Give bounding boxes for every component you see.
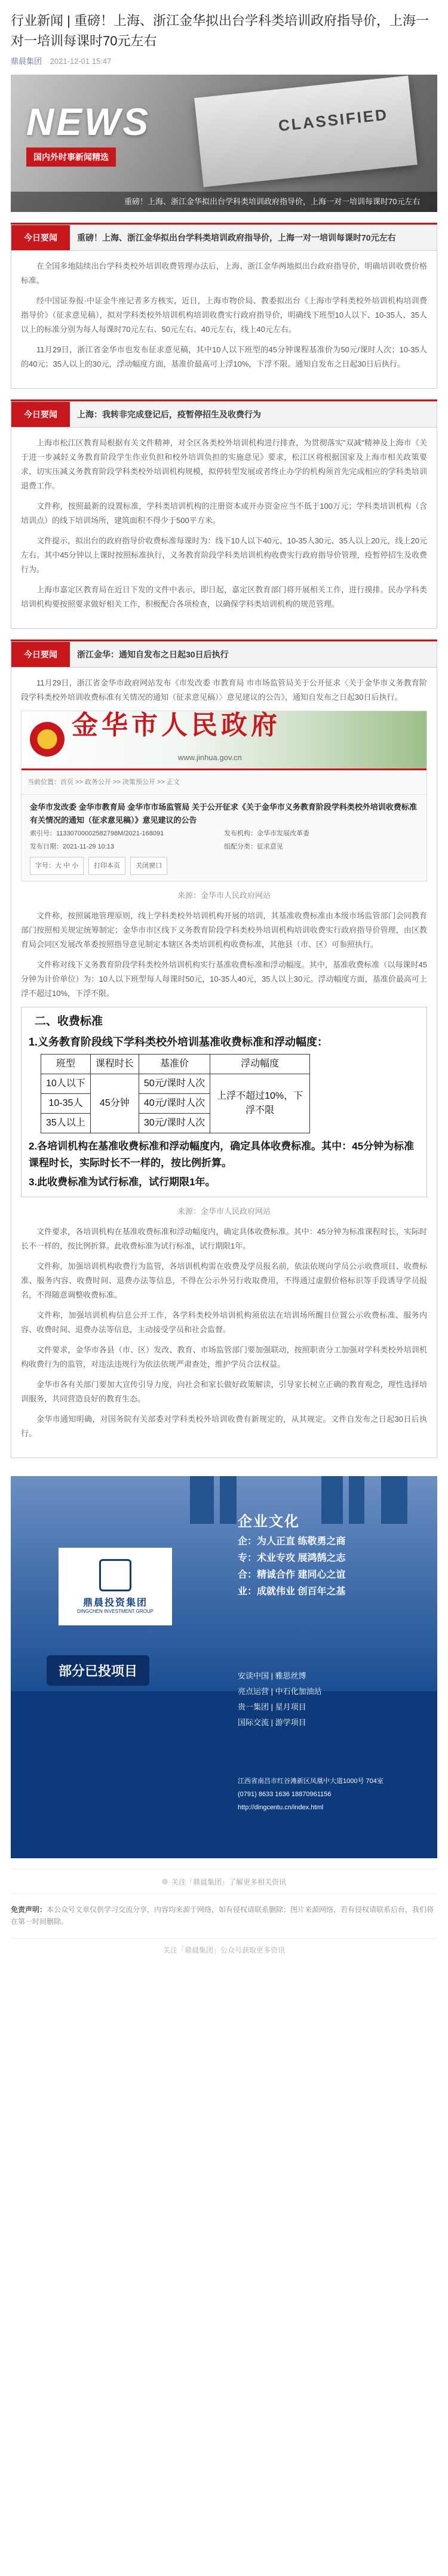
paragraph: 金华市各有关部门要加大宣传引导力度，向社会和家长做好政策解读，引导家长树立正确的教育观念，理性选择培训服务，共同营造良好的教育生态。 bbox=[21, 1380, 427, 1403]
fee-table bbox=[41, 1054, 310, 1133]
fee-note: 2.各培训机构在基准收费标准和浮动幅度内，确定具体收费标准。其中：45分钟为标准课程时长，实际时长不一样的，按比例折算。 bbox=[29, 1141, 415, 1169]
doc-index: 11330700002582798M/2021-168091 bbox=[56, 830, 164, 837]
section-body bbox=[11, 668, 437, 1458]
gov-doc-meta-row: 发布日期：2021-11-29 10:13 组配分类：征求意见 bbox=[30, 843, 283, 850]
paragraph: 文件称，按照最新的设置标准，学科类培训机构的注册资本或开办资金应当不低于100万元；学科类培训机构（含培训点）的线下培训场所，建筑面积不得少于500平方米。 bbox=[21, 502, 427, 525]
news-banner-image bbox=[11, 75, 437, 212]
follow-icon bbox=[162, 1879, 168, 1885]
section-header bbox=[11, 225, 437, 251]
news-section-1 bbox=[0, 223, 448, 389]
breadcrumb: 当前位置：首页 >> 政务公开 >> 决策预公开 >> 正文 bbox=[22, 770, 426, 795]
disclaimer-label: 免责声明： bbox=[11, 1905, 47, 1914]
contact-info bbox=[238, 1775, 383, 1814]
article-title: 行业新闻 | 重磅！上海、浙江金华拟出台学科类培训政府指导价，上海一对一培训每课时70元左右 bbox=[11, 13, 429, 48]
article-header bbox=[0, 0, 448, 66]
section-title: 浙江金华：通知自发布之日起30日后执行 bbox=[77, 650, 229, 659]
doc-org: 金华市发展改革委 bbox=[257, 830, 309, 837]
paragraph: 上海市松江区教育局根据有关文件精神，对全区各类校外培训机构进行排查，为贯彻落实"双减"精神及上海市《关于进一步减轻义务教育阶段学生作业负担和校外培训负担的实施意见》要求，松江区将根据国家及上海市相关政策要求，切实压减义务教育阶段学科类校外培训机构规模，拟停转型发展或者终止办学的机构须首先完成相应的学科类培训退费工作。 bbox=[21, 438, 427, 490]
section-header bbox=[11, 401, 437, 428]
article-meta bbox=[11, 55, 437, 66]
logo-mark-icon bbox=[99, 1559, 131, 1591]
banner-badge: 国内外时事新闻精选 bbox=[26, 147, 116, 167]
table-row: 10-35人 40元/课时人次 bbox=[41, 1094, 310, 1114]
gov-site-title: 金华市人民政府 bbox=[72, 711, 281, 740]
course-duration-cell: 45分钟 bbox=[90, 1074, 139, 1133]
table-header-row: 班型 课程时长 基准价 浮动幅度 bbox=[41, 1055, 310, 1074]
paragraph: 上海市嘉定区教育局在近日下发的文件中表示，即日起，嘉定区教育部门将开展相关工作，进行摸排。民办学科类培训机构要按照要求做好相关工作，积极配合各项检查，以确保学科类培训机构的规范管理。 bbox=[21, 585, 427, 608]
company-logo bbox=[59, 1548, 172, 1625]
gov-site-url: www.jinhua.gov.cn bbox=[178, 753, 242, 762]
paragraph: 11月29日，浙江省金华市也发布征求意见稿，其中10人以下班型的45分钟课程基准价为50元/课时人次；10-35人的40元；35人以上的30元，浮动幅度方面，基准价最高可上浮10%，下浮不限。通知自发布之日起30日后执行。 bbox=[21, 345, 427, 368]
fee-subheading: 1.义务教育阶段线下学科类校外培训基准收费标准和浮动幅度： bbox=[29, 1036, 329, 1048]
fee-heading: 二、收费标准 bbox=[35, 1015, 103, 1028]
doc-date: 2021-11-29 10:13 bbox=[63, 843, 115, 850]
disclaimer-text: 本公众号文章仅供学习交流分享，内容均来源于网络，如有侵权请联系删除；图片来源网络，若有侵权请联系后台，我们将在第一时间删除。 bbox=[11, 1905, 434, 1926]
float-range-cell: 上浮不超过10%，下浮不限 bbox=[210, 1074, 310, 1133]
footer-note: 关注「鼎晨集团」公众号获取更多资讯 bbox=[11, 1938, 437, 1955]
culture-title: 企业文化 bbox=[238, 1514, 300, 1530]
national-emblem-icon bbox=[30, 722, 65, 757]
paragraph: 文件称，加强培训机构收费行为监管，各培训机构需在收费及学员报名前，依法依规向学员公示收费项目、收费标准、服务内容、收费时间、退费办法等信息，不得在公示外另行收取费用，不得通过虚假价格标识等手段诱导学员报名，不得随意调整收费标准。 bbox=[21, 1262, 427, 1299]
paragraph: 文件提示，拟出台的政府指导价收费标准每课时为：线下10人以下40元、10-35人30元、35人以上20元，线上20元左右。其中45分钟以上课时按照标准执行，义务教育阶段学科类培训机构收费实行政府指导价管理，疫暂停招生及收费行为。 bbox=[21, 536, 427, 574]
table-row: 10人以下 45分钟 50元/课时人次 上浮不超过10%，下浮不限 bbox=[41, 1074, 310, 1094]
address: 江西省南昌市红谷滩新区凤凰中大道1000号 704室 bbox=[238, 1778, 383, 1785]
doc-category: 征求意见 bbox=[257, 843, 283, 850]
gov-website-screenshot bbox=[21, 711, 427, 881]
section-body bbox=[11, 428, 437, 629]
gov-doc-title: 金华市发改委 金华市教育局 金华市市场监管局 关于公开征求《关于金华市义务教育阶段学科类校外培训收费标准有关情况的通知（征求意见稿）》意见建议的公告 bbox=[30, 803, 417, 825]
list-item: 贵一集团 | 星月项目 bbox=[238, 1702, 306, 1711]
gov-site-header bbox=[22, 711, 426, 770]
gov-doc-tools bbox=[30, 857, 418, 875]
banner-caption: 重磅！上海、浙江金华拟出台学科类培训政府指导价，上海一对一培训每课时70元左右 bbox=[11, 192, 437, 212]
culture-slogans: 企：为人正直 练敬勇之商 专：术业专攻 展鸿鹄之志 合：精诚合作 建同心之谊 业：成就伟业 创百年之基 bbox=[238, 1536, 346, 1597]
paragraph: 11月29日，浙江省金华市政府网站发布《市发改委 市教育局 市市场监管局关于公开征求〈关于金华市义务教育阶段学科类校外培训收费标准有关情况的通知（征求意见稿）〉意见建议的公告》，通知自发布之日起30日后执行。 bbox=[21, 678, 427, 702]
invested-projects-label: 部分已投项目 bbox=[47, 1655, 149, 1686]
banner-news-text: NEWS bbox=[26, 100, 151, 143]
newspaper-graphic: CLASSIFIED bbox=[194, 76, 418, 187]
list-item: 国际交流 | 游学项目 bbox=[238, 1718, 306, 1727]
follow-prompt[interactable]: 关注「鼎晨集团」了解更多相关资讯 bbox=[11, 1869, 437, 1894]
fee-note: 3.此收费标准为试行标准，试行期限1年。 bbox=[29, 1176, 216, 1188]
phone: (0791) 8633 1636 18870961156 bbox=[238, 1791, 332, 1798]
source-link[interactable]: 鼎晨集团 bbox=[11, 57, 42, 66]
disclaimer bbox=[11, 1904, 437, 1928]
section-badge: 今日要闻 bbox=[11, 642, 70, 667]
paragraph: 文件要求，金华市各县（市、区）发改、教育、市场监管部门要加强联动，按照职责分工加强对学科类校外培训机构收费行为的监管，对违法违规行为依法依规严肃查处，维护学员合法权益。 bbox=[21, 1345, 427, 1369]
section-title: 重磅！上海、浙江金华拟出台学科类培训政府指导价，上海一对一培训每课时70元左右 bbox=[77, 233, 396, 242]
table-row: 35人以上 30元/课时人次 bbox=[41, 1114, 310, 1133]
project-list bbox=[238, 1668, 322, 1730]
section-header bbox=[11, 641, 437, 668]
company-name-en: DINGCHEN INVESTMENT GROUP bbox=[77, 1609, 154, 1614]
section-body bbox=[11, 251, 437, 389]
print-button[interactable]: 打印本页 bbox=[88, 857, 125, 875]
section-badge: 今日要闻 bbox=[11, 225, 70, 250]
news-section-2 bbox=[0, 399, 448, 629]
image-source: 来源：金华市人民政府网站 bbox=[177, 891, 271, 900]
corporate-culture-banner bbox=[11, 1476, 437, 1858]
paragraph: 文件称，加强培训机构信息公开工作，各学科类校外培训机构须依法在培训场所醒目位置公示收费标准、服务内容、收费时间、退费办法等信息，主动接受学员和社会监督。 bbox=[21, 1311, 427, 1334]
company-name: 鼎晨投资集团 bbox=[82, 1598, 148, 1608]
website-link[interactable]: http://dingcentu.cn/index.html bbox=[238, 1804, 324, 1811]
gov-doc-meta-row: 索引号：11330700002582798M/2021-168091 发布机构：金华市发展改革委 bbox=[30, 830, 309, 837]
paragraph: 经中国证券报·中证金牛座记者多方核实，近日，上海市物价局、教委拟出台《上海市学科类校外培训机构培训费指导价》（征求意见稿），拟对学科类校外培训机构培训收费实行政府指导价，明确线下班型10人以下、10-35人、35人以上的标准分别为每人每课时70元左右、50元左右、40元左右，线上40元左右。 bbox=[21, 296, 427, 334]
font-size-control[interactable]: 字号：大 中 小 bbox=[30, 857, 84, 875]
paragraph: 文件要求，各培训机构在基准收费标准和浮动幅度内，确定具体收费标准。其中：45分钟为标准课程时长，实际时长不一样的，按比例折算。此收费标准为试行标准，试行期限1年。 bbox=[21, 1227, 427, 1250]
list-item: 亮点运营 | 中石化加油站 bbox=[238, 1687, 322, 1696]
news-section-3 bbox=[0, 640, 448, 1458]
paragraph: 文件称对线下义务教育阶段学科类校外培训机构实行基准收费标准和浮动幅度。其中，基准收费标准（以每课时45分钟为计价单位）为：10人以下班型每人每课时50元，10-35人40元，35人以上30元。浮动幅度方面，基准价最高可上浮不超过10%，下浮不限。 bbox=[21, 960, 427, 998]
paragraph: 在全国多地陆续出台学科类校外培训收费管理办法后，上海、浙江金华两地拟出台政府指导价，明确培训收费价格标准。 bbox=[21, 262, 427, 285]
image-source: 来源：金华市人民政府网站 bbox=[177, 1207, 271, 1216]
paragraph: 金华市通知明确，对国务院有关部委对学科类校外培训收费有新规定的，从其规定。文件自发布之日起30日后执行。 bbox=[21, 1415, 427, 1438]
publish-date: 2021-12-01 15:47 bbox=[50, 57, 112, 66]
fee-standard-image bbox=[21, 1007, 427, 1197]
close-window-button[interactable]: 关闭窗口 bbox=[130, 857, 167, 875]
section-badge: 今日要闻 bbox=[11, 402, 70, 427]
paragraph: 文件称，按照属地管理原则，线上学科类校外培训机构开展的培训，其基准收费标准由本级市场监管部门会同教育部门按照相关规定统筹制定；金华市市区线下义务教育阶段学科类校外培训机构培训收费实行政府指导价管理，由区教育局会同区发展改革委按照指导意见制定本辖区各类培训机构收费标准，其他县（市、区）可参照执行。 bbox=[21, 911, 427, 949]
section-title: 上海：我转非完成登记后，疫暂停招生及收费行为 bbox=[77, 410, 261, 419]
gov-doc-info bbox=[22, 795, 426, 881]
list-item: 安读中国 | 雅思丝博 bbox=[238, 1671, 306, 1680]
